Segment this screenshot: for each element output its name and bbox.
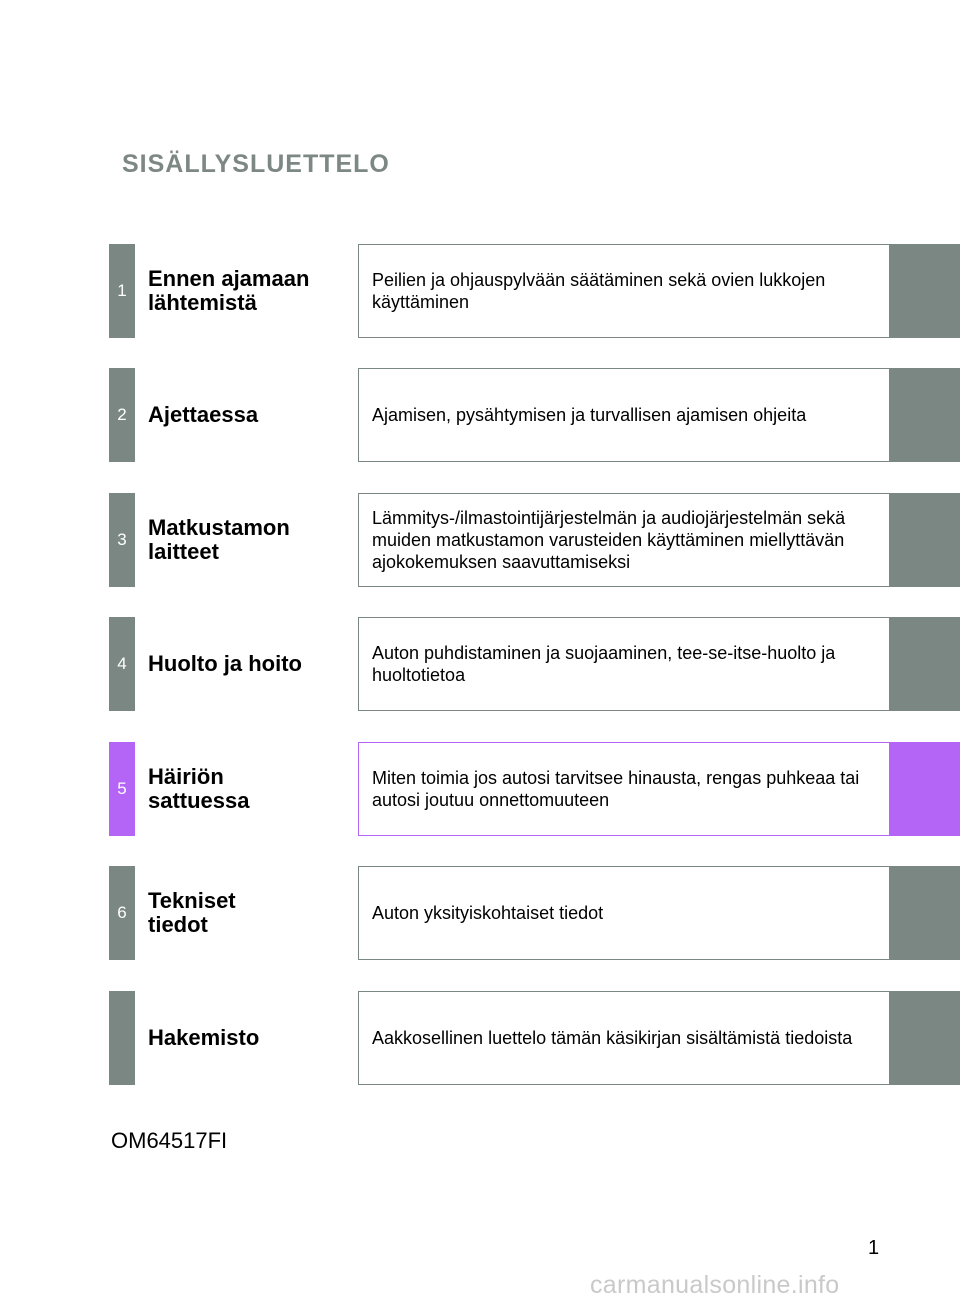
page-title: SISÄLLYSLUETTELO (122, 150, 390, 178)
section-description-text: Auton yksityiskohtaiset tiedot (372, 903, 604, 923)
toc-row-index[interactable] (109, 991, 960, 1085)
section-title[interactable]: Ennen ajamaan lähtemistä (148, 266, 310, 315)
section-title[interactable]: Tekniset tiedot (148, 888, 236, 937)
section-title[interactable]: Hakemisto (148, 1025, 260, 1050)
section-title[interactable]: Ajettaessa (148, 402, 259, 427)
section-description (358, 493, 889, 587)
section-end-tab[interactable] (889, 617, 960, 711)
section-end-tab[interactable] (889, 991, 960, 1085)
toc-row-6[interactable] (109, 866, 960, 960)
toc-row-1[interactable] (109, 244, 960, 338)
section-description (358, 866, 889, 960)
section-number-tab: 6 (109, 866, 135, 960)
section-description (358, 617, 889, 711)
section-description-text: Aakkosellinen luettelo tämän käsikirjan sisältämistä tiedoista (372, 1028, 853, 1048)
section-end-tab[interactable] (889, 866, 960, 960)
toc-row-3[interactable] (109, 493, 960, 587)
section-number-tab: 4 (109, 617, 135, 711)
section-number-tab (109, 991, 135, 1085)
section-title[interactable]: Matkustamon laitteet (148, 515, 290, 564)
section-description-text: Miten toimia jos autosi tarvitsee hinausta, rengas puhkeaa tai autosi joutuu onnettomuuteen (372, 768, 860, 810)
document-code: OM64517FI (111, 1128, 228, 1153)
section-description (358, 368, 889, 462)
section-number-tab: 5 (109, 742, 135, 836)
section-description (358, 991, 889, 1085)
section-description-text: Ajamisen, pysähtymisen ja turvallisen ajamisen ohjeita (372, 405, 807, 425)
section-number-tab: 1 (109, 244, 135, 338)
section-description-text: Peilien ja ohjauspylvään säätäminen sekä ovien lukkojen käyttäminen (372, 270, 826, 312)
section-number-tab: 2 (109, 368, 135, 462)
toc-row-5[interactable] (109, 742, 960, 836)
section-description-text: Auton puhdistaminen ja suojaaminen, tee-se-itse-huolto ja huoltotietoa (372, 643, 836, 685)
page-number: 1 (868, 1237, 880, 1259)
toc-row-2[interactable] (109, 368, 960, 462)
watermark: carmanualsonline.info (590, 1271, 840, 1299)
section-end-tab[interactable] (889, 368, 960, 462)
section-number-tab: 3 (109, 493, 135, 587)
section-description (358, 244, 889, 338)
toc-row-4[interactable] (109, 617, 960, 711)
section-title[interactable]: Huolto ja hoito (148, 651, 302, 676)
section-title[interactable]: Häiriön sattuessa (148, 764, 250, 813)
section-description-text: Lämmitys-/ilmastointijärjestelmän ja audiojärjestelmän sekä muiden matkustamon varusteiden käyttäminen miellyttävän ajokokemuksen saavuttamiseksi (372, 508, 846, 572)
section-description (358, 742, 889, 836)
section-end-tab[interactable] (889, 244, 960, 338)
section-end-tab[interactable] (889, 493, 960, 587)
section-end-tab[interactable] (889, 742, 960, 836)
